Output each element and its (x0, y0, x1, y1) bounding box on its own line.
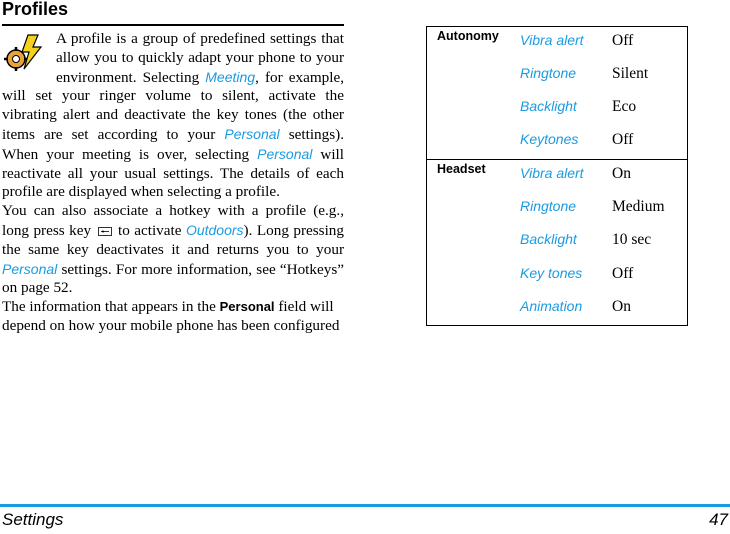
setting-name: Vibra alert (520, 165, 584, 181)
setting-name: Key tones (520, 265, 583, 281)
setting-value: Silent (612, 65, 649, 82)
personal-keyword: Personal (257, 145, 313, 162)
setting-value: Medium (612, 198, 665, 215)
hotkey-paragraph: You can also associate a hotkey with a profile (e.g., long press key to activate Outdoors). Long pressing the same key deactivates it and returns you to your Personal settings. For more information, see “Hotkeys” on page 52. (2, 202, 344, 297)
setting-value: On (612, 298, 631, 315)
title-rule (2, 24, 344, 26)
keypad-key-icon (98, 227, 112, 236)
setting-value: Eco (612, 98, 637, 115)
footer-rule (0, 504, 730, 507)
personal-keyword: Personal (2, 260, 58, 277)
meeting-keyword: Meeting (205, 68, 256, 85)
table-row (520, 198, 690, 218)
setting-value: Off (612, 32, 634, 49)
setting-value: 10 sec (612, 231, 652, 248)
setting-value: On (612, 165, 631, 182)
headset-label: Headset (437, 162, 486, 176)
table-row (520, 231, 690, 251)
personal-keyword: Personal (224, 125, 280, 142)
table-row (520, 65, 690, 85)
footer-section-name: Settings (2, 510, 64, 529)
setting-value: Off (612, 265, 634, 282)
page-number: 47 (709, 510, 728, 529)
table-row (520, 265, 690, 285)
table-row (520, 32, 690, 52)
setting-name: Backlight (520, 231, 577, 247)
table-row (520, 131, 690, 151)
table-divider (427, 159, 687, 160)
setting-value: Off (612, 131, 634, 148)
personal-field-label: Personal (219, 299, 275, 315)
setting-name: Animation (520, 298, 583, 314)
table-row (520, 98, 690, 118)
setting-name: Ringtone (520, 65, 577, 81)
autonomy-label: Autonomy (437, 29, 499, 43)
info-paragraph: The information that appears in the Personal field will depend on how your mobile phone has been configured (2, 298, 340, 334)
intro-paragraph: A profile is a group of predefined settings that allow you to quickly adapt your phone to your environment. Selecting Meeting, for example, will set your ringer volume to silent, activate the vibrating alert and deactivate the key tones (the other items are set according to your Personal settings). When your meeting is over, selecting Personal will reactivate all your usual settings. The details of each profile are displayed when selecting a profile. (2, 30, 345, 201)
page-title: Profiles (2, 0, 69, 19)
body-column (2, 30, 344, 336)
setting-name: Keytones (520, 131, 579, 147)
setting-name: Vibra alert (520, 32, 584, 48)
table-row (520, 298, 690, 318)
table-row (520, 165, 690, 185)
outdoors-keyword: Outdoors (185, 221, 244, 238)
setting-name: Backlight (520, 98, 577, 114)
settings-lightning-icon (2, 33, 46, 73)
profile-table (426, 26, 688, 326)
setting-name: Ringtone (520, 198, 577, 214)
